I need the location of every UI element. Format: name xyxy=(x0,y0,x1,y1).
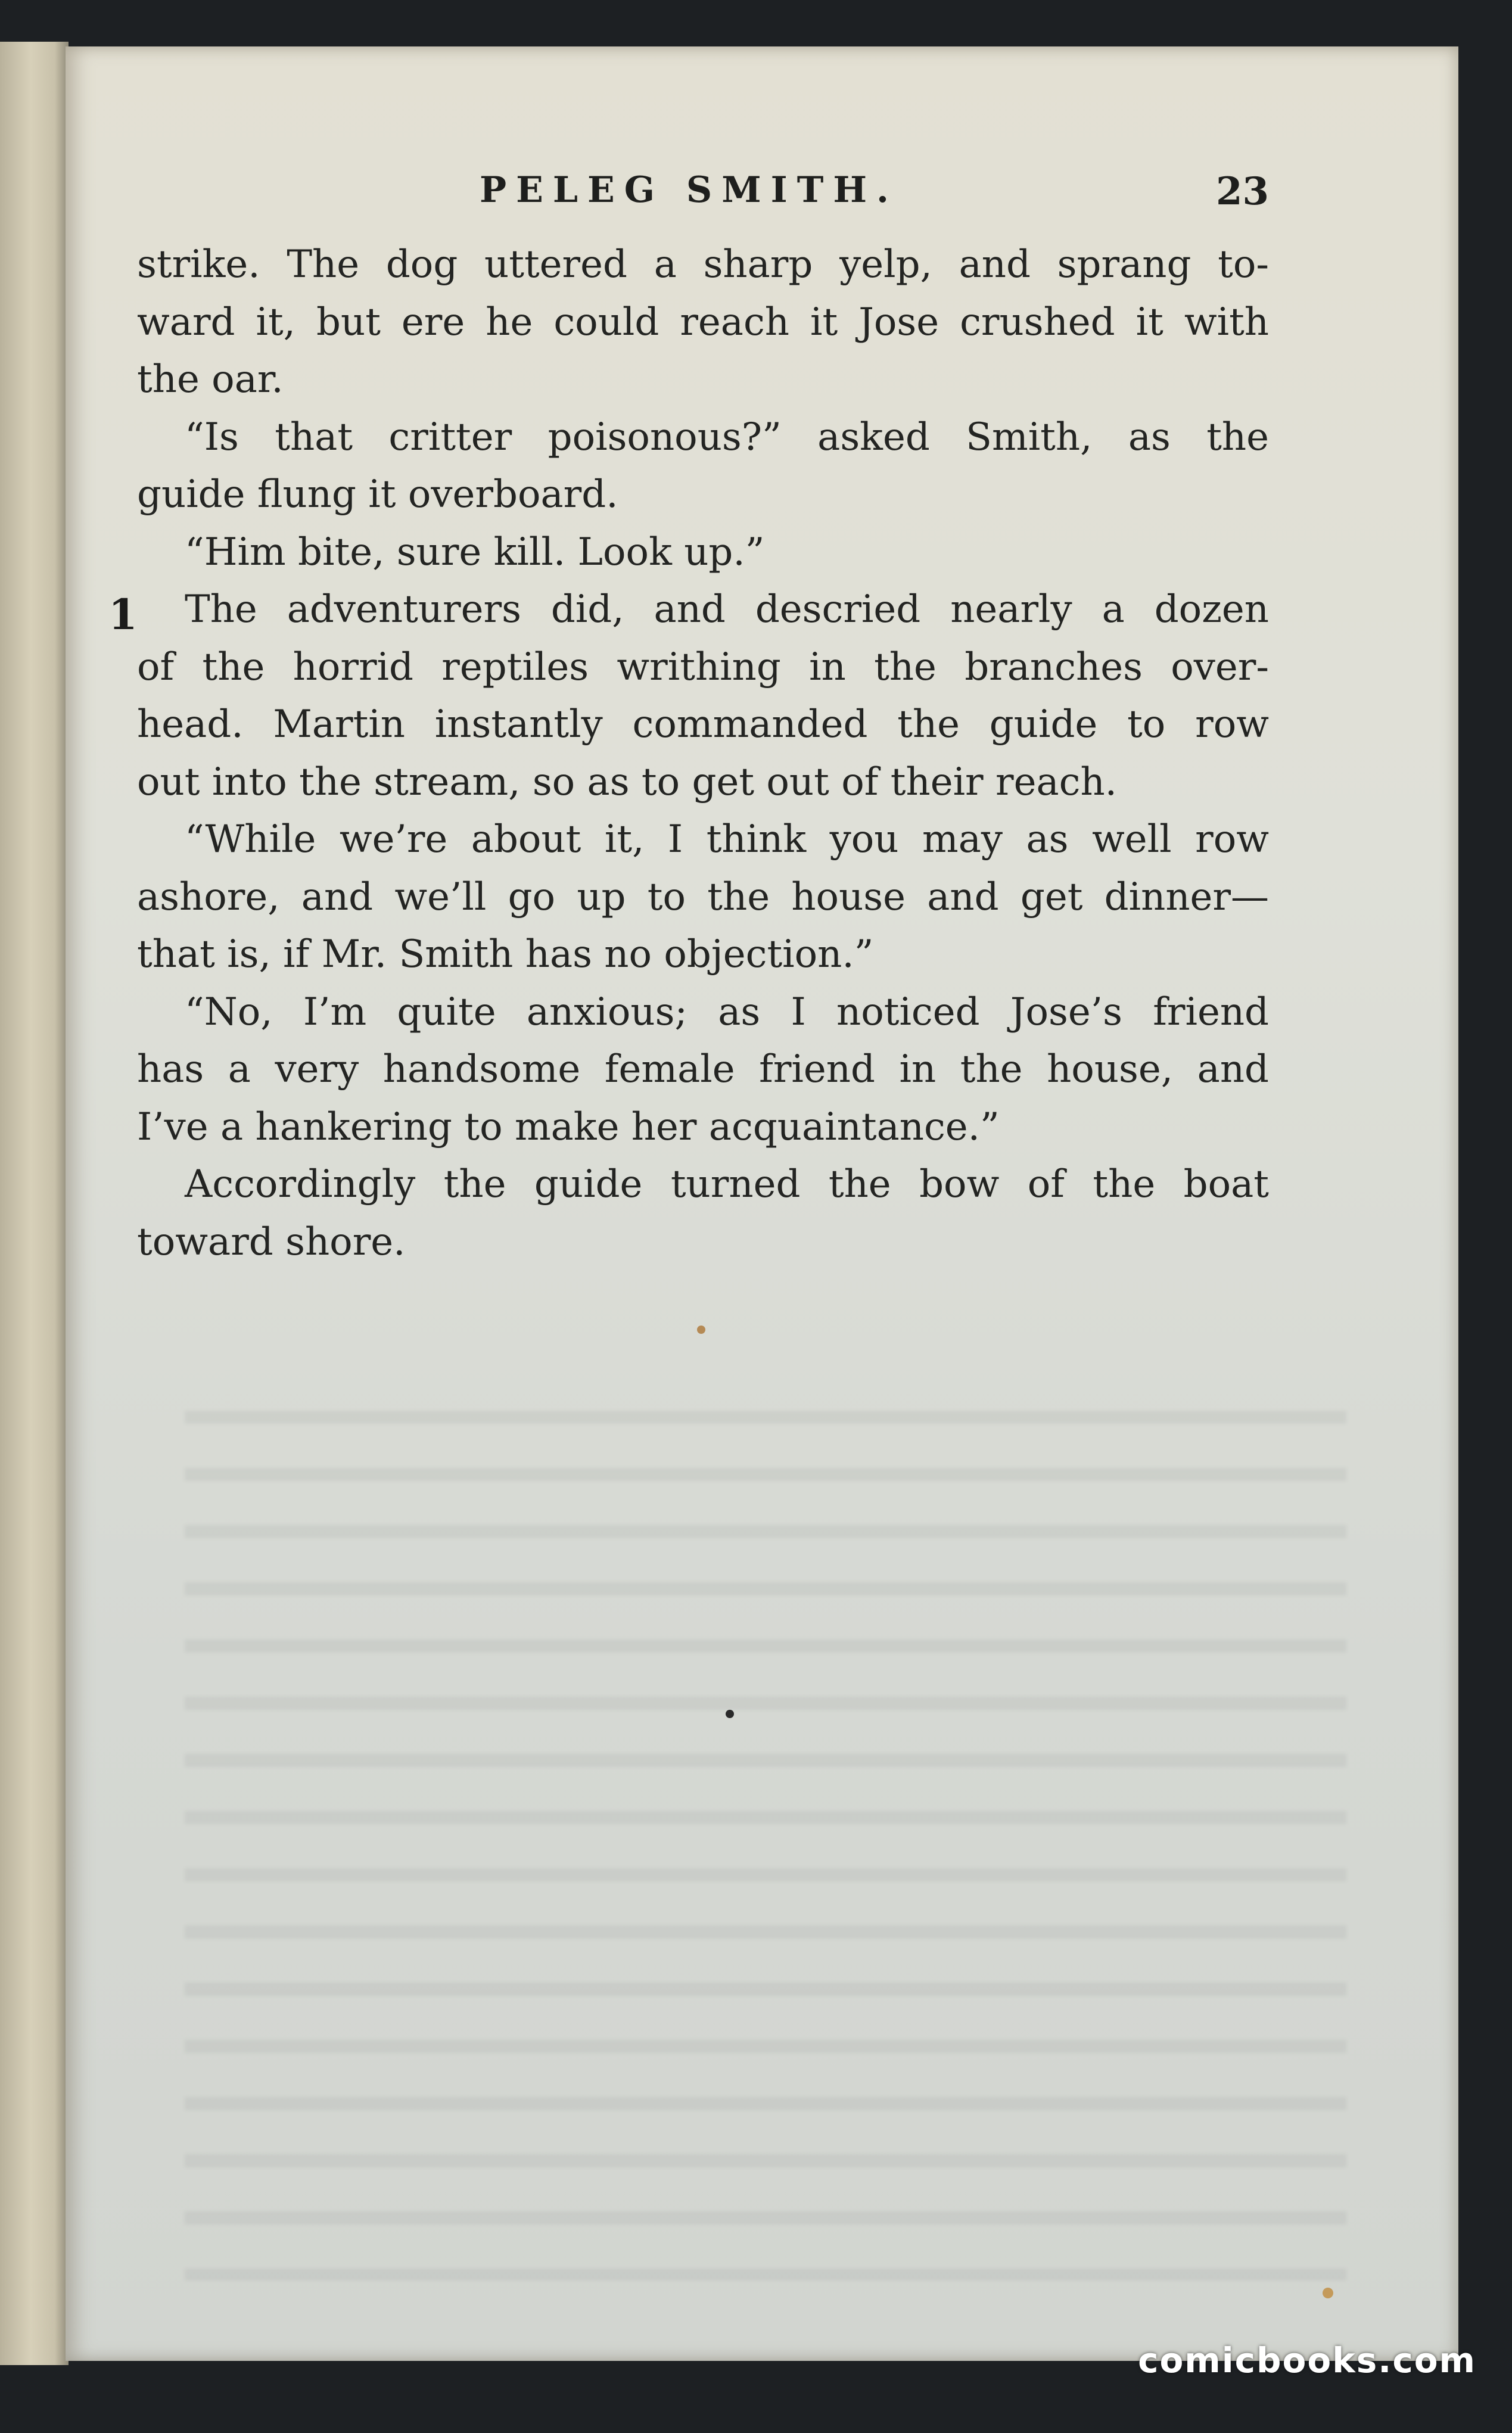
paragraph-6-line-2: has a very handsome female friend in the house, and xyxy=(137,1047,1269,1091)
paragraph-7-line-2: toward shore. xyxy=(137,1219,406,1264)
paragraph-3-line-1: “Him bite, sure kill. Look up.” xyxy=(185,530,765,574)
margin-mark: 1 xyxy=(108,590,138,639)
running-head xyxy=(137,169,1269,214)
book-page-edge xyxy=(0,42,69,2365)
page-number: 23 xyxy=(1215,169,1269,214)
paragraph-1-line-1: strike. The dog uttered a sharp yelp, and sprang to- xyxy=(137,242,1269,287)
paragraph-4-line-3: head. Martin instantly commanded the guide to row xyxy=(137,702,1269,746)
paragraph-5-line-2: ashore, and we’ll go up to the house and get dinner— xyxy=(137,875,1269,919)
watermark: comicbooks.com xyxy=(1138,2340,1476,2381)
paragraph-4-line-2: of the horrid reptiles writhing in the branches over- xyxy=(137,645,1269,689)
paragraph-1-line-3: the oar. xyxy=(137,357,284,402)
paragraph-4-line-4: out into the stream, so as to get out of their reach. xyxy=(137,760,1117,804)
paragraph-6-line-3: I’ve a hankering to make her acquaintance.” xyxy=(137,1105,1000,1149)
paragraph-6-line-1: “No, I’m quite anxious; as I noticed Jose’s friend xyxy=(185,990,1269,1034)
paragraph-1-line-2: ward it, but ere he could reach it Jose crushed it with xyxy=(137,300,1269,344)
paragraph-4-line-1: The adventurers did, and descried nearly a dozen xyxy=(185,587,1269,631)
paragraph-5-line-1: “While we’re about it, I think you may as well row xyxy=(185,817,1269,861)
body-text xyxy=(137,236,1269,1271)
paper-speck xyxy=(726,1710,734,1718)
paper-speck xyxy=(697,1326,705,1334)
paragraph-5-line-3: that is, if Mr. Smith has no objection.” xyxy=(137,932,874,976)
paragraph-7-line-1: Accordingly the guide turned the bow of the boat xyxy=(185,1162,1269,1206)
running-head-title: PELEG SMITH. xyxy=(480,169,898,211)
paper-speck xyxy=(1323,2288,1333,2298)
paragraph-2-line-1: “Is that critter poisonous?” asked Smith, as the xyxy=(185,415,1269,459)
paragraph-2-line-2: guide flung it overboard. xyxy=(137,472,618,517)
bleed-through-shadow xyxy=(185,1387,1346,2280)
